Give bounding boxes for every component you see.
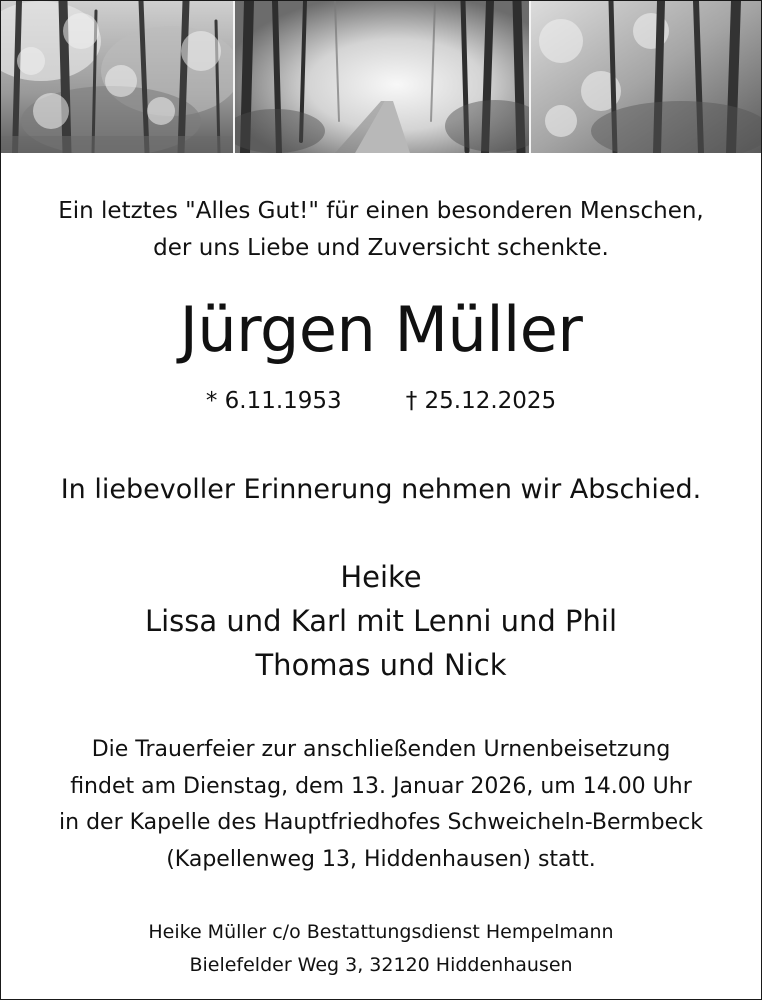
forest-panel-left — [1, 1, 233, 153]
forest-banner-image — [1, 1, 761, 153]
mourner-line: Lissa und Karl mit Lenni und Phil — [144, 604, 618, 638]
birth-date: * 6.11.1953 — [205, 388, 342, 414]
service-info — [1, 732, 761, 878]
forest-panel-path — [235, 1, 529, 153]
contact-line: Heike Müller c/o Bestattungsdienst Hempelmann — [148, 921, 614, 943]
contact-address — [1, 916, 761, 982]
service-line: in der Kapelle des Hauptfriedhofes Schweicheln-Bermbeck — [59, 810, 703, 835]
service-line: Die Trauerfeier zur anschließenden Urnenbeisetzung — [91, 737, 671, 762]
intro-line: der uns Liebe und Zuversicht schenkte. — [153, 235, 609, 261]
service-line: (Kapellenweg 13, Hiddenhausen) statt. — [166, 846, 596, 872]
farewell-text: In liebevoller Erinnerung nehmen wir Abschied. — [60, 474, 702, 505]
forest-panel-right — [531, 1, 761, 153]
life-dates — [1, 385, 761, 417]
mourner-line: Thomas und Nick — [255, 648, 507, 682]
service-line: findet am Dienstag, dem 13. Januar 2026, um 14.00 Uhr — [70, 773, 692, 799]
contact-line: Bielefelder Weg 3, 32120 Hiddenhausen — [189, 954, 573, 976]
intro-text — [1, 193, 761, 267]
deceased-name: Jürgen Müller — [179, 293, 583, 366]
mourner-line: Heike — [340, 560, 422, 594]
mourners-list — [1, 555, 761, 687]
intro-line: Ein letztes "Alles Gut!" für einen besonderen Menschen, — [58, 198, 704, 224]
death-date: † 25.12.2025 — [405, 388, 557, 414]
